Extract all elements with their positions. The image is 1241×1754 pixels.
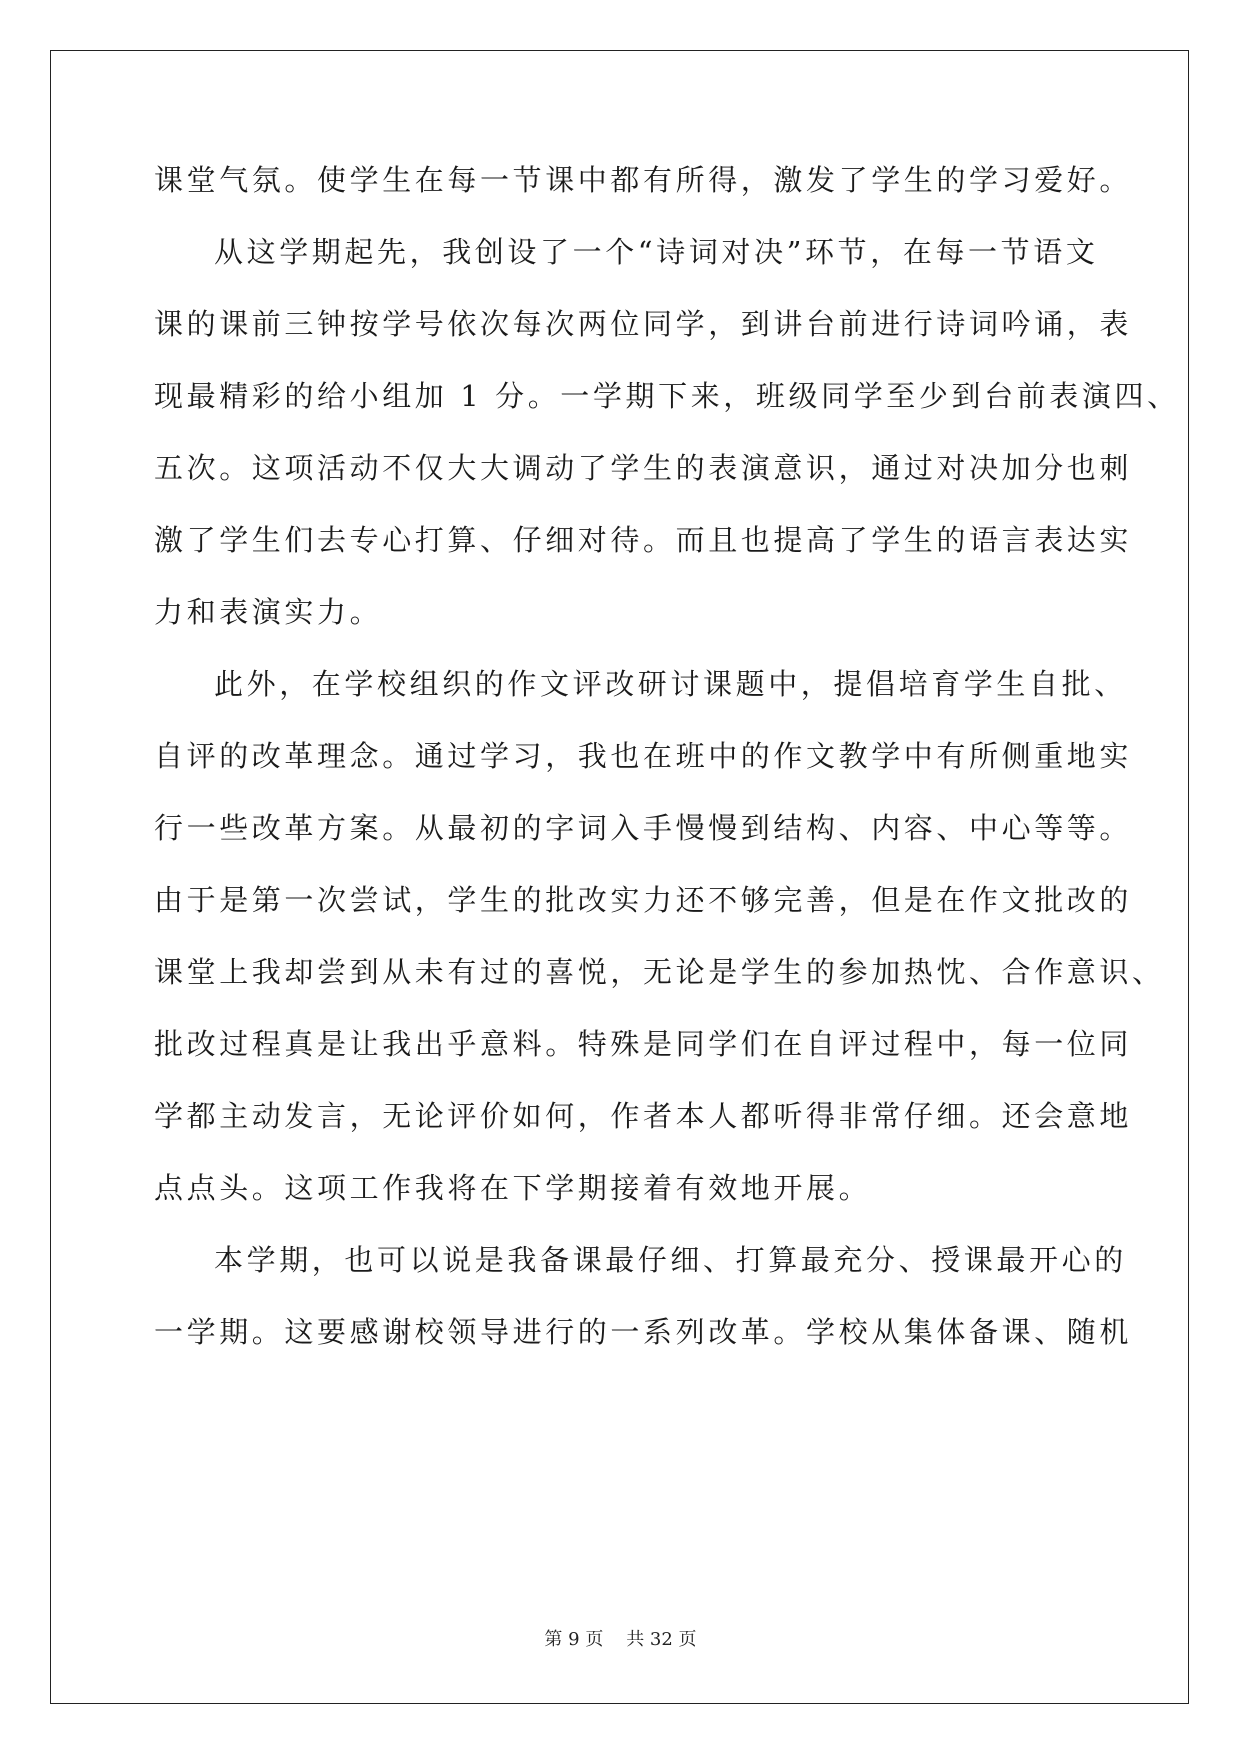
text-line: 激了学生们去专心打算、仔细对待。而且也提高了学生的语言表达实 [154,523,1133,557]
text-line: 现最精彩的给小组加 1 分。一学期下来，班级同学至少到台前表演四、 [154,379,1180,413]
text-line: 行一些改革方案。从最初的字词入手慢慢到结构、内容、中心等等。 [154,811,1133,845]
text-line: 由于是第一次尝试，学生的批改实力还不够完善，但是在作文批改的 [154,883,1133,917]
text-line: 力和表演实力。 [154,595,383,629]
page-number: 第 9 页 共 32 页 [544,1629,697,1650]
page-border [50,50,1189,1704]
text-line: 点点头。这项工作我将在下学期接着有效地开展。 [154,1171,872,1205]
text-line: 课堂上我却尝到从未有过的喜悦，无论是学生的参加热忱、合作意识、 [154,955,1165,989]
text-line: 学都主动发言，无论评价如何，作者本人都听得非常仔细。还会意地 [154,1099,1133,1133]
text-line: 五次。这项活动不仅大大调动了学生的表演意识，通过对决加分也刺 [154,451,1133,485]
text-line: 批改过程真是让我出乎意料。特殊是同学们在自评过程中，每一位同 [154,1027,1133,1061]
text-line: 课的课前三钟按学号依次每次两位同学，到讲台前进行诗词吟诵，表 [154,307,1133,341]
text-line: 此外，在学校组织的作文评改研讨课题中，提倡培育学生自批、 [214,667,1127,701]
text-line: 自评的改革理念。通过学习，我也在班中的作文教学中有所侧重地实 [154,739,1133,773]
text-line: 本学期，也可以说是我备课最仔细、打算最充分、授课最开心的 [214,1243,1127,1277]
text-line: 从这学期起先，我创设了一个“诗词对决”环节，在每一节语文 [214,235,1099,269]
text-line: 一学期。这要感谢校领导进行的一系列改革。学校从集体备课、随机 [154,1315,1133,1349]
page-footer [0,1625,1241,1651]
text-line: 课堂气氛。使学生在每一节课中都有所得，激发了学生的学习爱好。 [154,163,1133,197]
